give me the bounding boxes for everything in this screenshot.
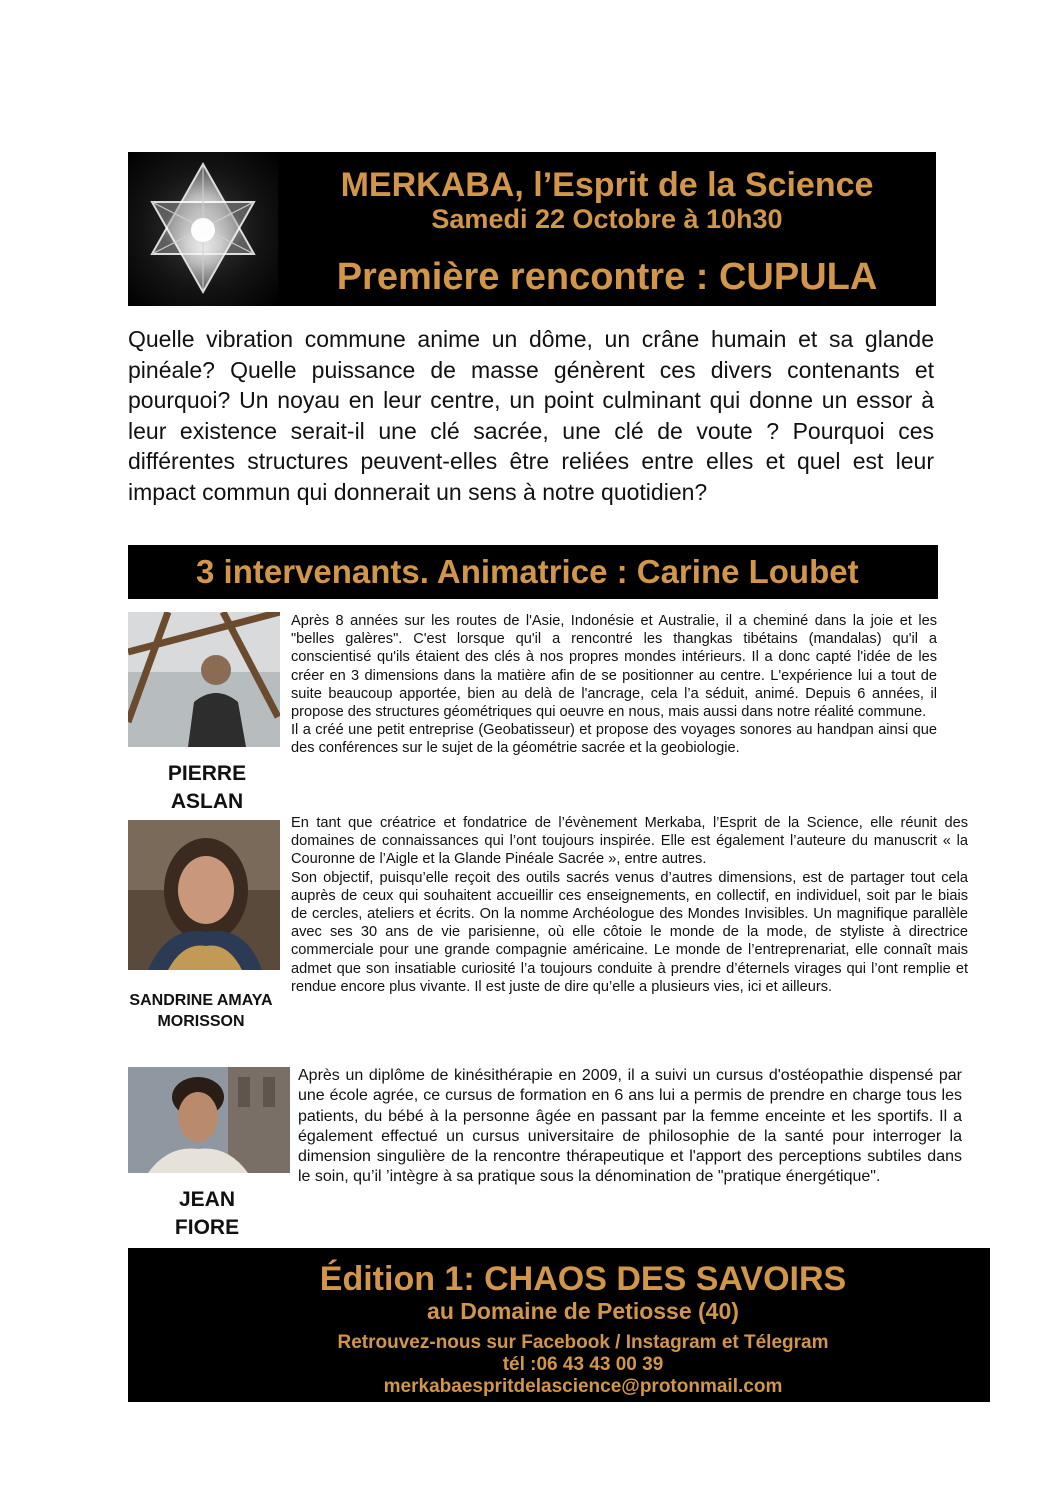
- speaker-name-line2: ASLAN: [170, 790, 244, 813]
- speaker-photo-pierre-aslan: [128, 612, 280, 747]
- speaker-bio-jean-fiore: Après un diplôme de kinésithérapie en 2009, il a suivi un cursus d'ostéopathie dispensé par une école agrée, ce cursus de formation en 6 ans lui a permis de prendre en charge tous les patients, du bébé à la personne âgée en passant par la femme enceinte et les sportifs. Il a également effectué un cursus universitaire de philosophie de la santé pour interroger la dimension singulière de la rencontre thérapeutique et l'apport des perceptions subtiles dans le soin, qu’il ’intègre à sa pratique sous la dénomination de "pratique énergétique".: [298, 1067, 962, 1186]
- footer-venue: au Domaine de Petiosse (40): [427, 1298, 739, 1324]
- speaker-bio-paragraph: En tant que créatrice et fondatrice de l’évènement Merkaba, l’Esprit de la Science, elle réunit des domaines de connaissances qui l’ont toujours inspirée. Elle est également l’auteure du manuscrit « la Couronne de l’Aigle et la Glande Pinéale Sacrée », entre autres.: [291, 815, 968, 868]
- speaker-name-jean-fiore: [132, 1186, 282, 1242]
- header-banner: [128, 152, 936, 306]
- footer-edition: Édition 1: CHAOS DES SAVOIRS: [319, 1260, 847, 1298]
- footer-phone: tél :06 43 43 00 39: [502, 1354, 664, 1375]
- speaker-name-line1: JEAN: [178, 1188, 236, 1211]
- speaker-name-sandrine-amaya-morisson: [112, 990, 290, 1032]
- footer-social: Retrouvez-nous sur Facebook / Instagram et Télegram: [337, 1332, 829, 1353]
- footer-banner: [128, 1248, 990, 1402]
- speaker-name-line1: PIERRE: [167, 762, 247, 785]
- speaker-name-pierre-aslan: [132, 760, 282, 816]
- merkaba-logo: [128, 152, 278, 306]
- speaker-name-line1: SANDRINE AMAYA: [129, 992, 273, 1009]
- speaker-bio-paragraph: Après 8 années sur les routes de l'Asie, Indonésie et Australie, il a cheminé dans la joie et les "belles galères". C'est lorsque qu'il a rencontré les thangkas tibétains (mandalas) qu'il a conscientisé qu'ils étaient des clés à nos propres mondes intérieurs. Il a donc capté l'idée de les créer en 3 dimensions dans la matière afin de se positionner au centre. L'expérience lui a tout de suite beaucoup apportée, bien au delà de l'ancrage, cela l’a séduit, animé. Depuis 6 années, il propose des structures géométriques qui oeuvre en nous, mais aussi dans notre réalité commune.: [291, 613, 937, 721]
- intro-paragraph: Quelle vibration commune anime un dôme, un crâne humain et sa glande pinéale? Quelle puissance de masse génèrent ces divers contenants et pourquoi? Un noyau en leur centre, un point culminant qui donne un essor à leur existence serait-il une clé sacrée, une clé de voute ? Pourquoi ces différentes structures peuvent-elles être reliées entre elles et quel est leur impact commun qui donnerait un sens à notre quotidien?: [128, 326, 934, 505]
- footer-email[interactable]: merkabaespritdelascience@protonmail.com: [383, 1376, 783, 1397]
- speaker-bio-paragraph: Son objectif, puisqu’elle reçoit des outils sacrés venus d’autres dimensions, est de partager tout cela auprès de ceux qui souhaitent accueillir ces enseignements, en collectif, en individuel, soit par le biais de cercles, ateliers et écrits. On la nomme Archéologue des Mondes Invisibles. Un magnifique parallèle avec ses 30 ans de vie parisienne, où elle côtoie le monde de la mode, de styliste à directrice commerciale pour une grande compagnie américaine. Le monde de l’entreprenariat, elle connaît mais admet que son insatiable curiosité l’a toujours conduite à prendre d’éternels virages qui l’ont remplie et rendue encore plus vivante. Il est juste de dire qu’elle a plusieurs vies, ici et ailleurs.: [291, 869, 968, 995]
- event-date: Samedi 22 Octobre à 10h30: [431, 204, 783, 234]
- speakers-banner-text: 3 intervenants. Animatrice : Carine Loubet: [196, 553, 859, 590]
- event-title: MERKABA, l’Esprit de la Science: [340, 166, 874, 204]
- speaker-bio-sandrine-amaya-morisson: [291, 814, 968, 996]
- speaker-photo-sandrine-amaya-morisson: [128, 820, 280, 970]
- event-subtitle: Première rencontre : CUPULA: [336, 256, 878, 298]
- speaker-bio-paragraph: Il a créé une petit entreprise (Geobatisseur) et propose des voyages sonores au handpan ainsi que des conférences sur le sujet de la géométrie sacrée et la geobiologie.: [291, 722, 937, 757]
- merkaba-star-icon: [128, 152, 278, 306]
- speakers-banner: [128, 545, 938, 599]
- speaker-name-line2: FIORE: [174, 1216, 240, 1239]
- speaker-bio-pierre-aslan: [291, 612, 937, 758]
- speaker-name-line2: MORISSON: [157, 1013, 245, 1030]
- speaker-photo-jean-fiore: [128, 1067, 290, 1173]
